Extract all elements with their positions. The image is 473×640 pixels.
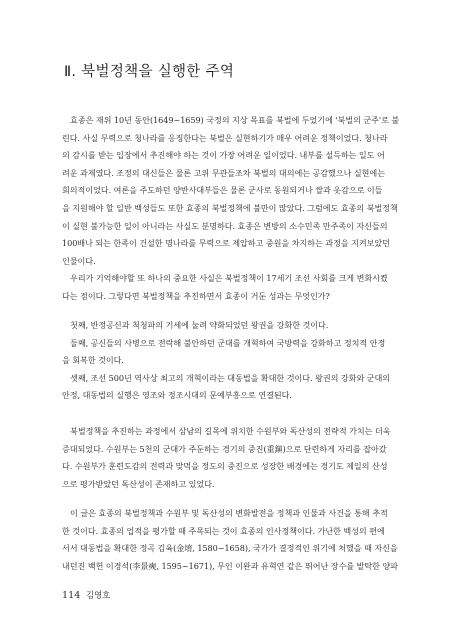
text-line: 내던진 백헌 이경석(李景奭, 1595~1671), 무인 이완과 유혁연 같은 뛰어난 장수를 발탁한 양파 [62, 560, 398, 571]
text-line: 린다. 사실 무력으로 청나라를 응징한다는 북벌은 실현하기가 매우 어려운 정책이었다. 청나라 [62, 132, 388, 143]
text-line: 회의적이었다. 여론을 주도하던 양반사대부들은 물론 군사로 동원되거나 쌀과 옷감으로 이들 [62, 185, 383, 196]
paragraph-suwon [62, 423, 412, 493]
text-line: 을 회복한 것이다. [62, 355, 124, 366]
text-line: 100배나 되는 한족이 건설한 명나라를 무력으로 제압하고 중원을 차지하는 과정을 지켜보았던 [62, 238, 390, 249]
page-number: 114 [62, 590, 81, 601]
paragraph-intro [62, 112, 412, 306]
paragraph-achievements [62, 317, 412, 405]
page-footer [62, 589, 110, 601]
text-line: 둘째, 공신들의 사병으로 전락해 불안하던 군대를 개혁하여 국방력을 강화하고 정치적 안정 [62, 337, 386, 348]
text-line: 인물이다. [62, 255, 96, 266]
text-line: 안정, 대동법의 실행은 영조와 정조시대의 문예부흥으로 연결된다. [62, 390, 292, 401]
text-line: 다. 수원부가 훈련도감의 전력과 맞먹을 정도의 중진으로 성장한 배경에는 경기도 제일의 산성 [62, 461, 388, 472]
text-line: 의 감시를 받는 입장에서 추진해야 하는 것이 가장 어려운 일이었다. 내부를 설득하는 일도 어 [62, 150, 385, 161]
text-line: 북벌정책을 추진하는 과정에서 삼남의 길목에 위치한 수원부와 독산성의 전략적 가치는 더욱 [62, 426, 391, 436]
text-line: 한 것이다. 효종의 업적을 평가할 때 주목되는 것이 효종의 인사정책이다. 가난한 백성의 편에 [62, 525, 385, 536]
text-line: 증대되었다. 수원부는 5천의 군대가 주둔하는 경기의 중진(重鎭)으로 단련하게 자리를 잡아갔 [62, 443, 387, 454]
section-heading: Ⅱ. 북벌정책을 실행한 주역 [64, 64, 235, 80]
text-line: 우리가 기억해야할 또 하나의 중요한 사실은 북벌정책이 17세기 조선 사회를 크게 변화시켰 [62, 273, 388, 284]
text-line: 이 글은 효종의 북벌정책과 수원부 및 독산성의 변화발전을 정책과 인물과 사건을 통해 추적 [62, 508, 388, 518]
paragraph-purpose [62, 505, 412, 575]
text-line: 으로 평가받았던 독산성이 존재하고 있었다. [62, 478, 215, 489]
text-line: 셋째, 조선 500년 역사상 최고의 개혁이라는 대동법을 확대한 것이다. 왕권의 강화와 군대의 [62, 372, 391, 383]
text-line: 효종은 재위 10년 동안(1649~1659) 국정의 지상 목표를 북벌에 두었기에 '북벌의 군주'로 불 [62, 115, 400, 125]
author-name: 김영호 [85, 590, 111, 600]
text-line: 서서 대동법을 확대한 정곡 김육(金堉, 1580~1658), 국가가 결정적인 위기에 처했을 때 자신을 [62, 543, 398, 554]
text-line: 려운 과제였다. 조정의 대신들은 물론 고위 무관들조차 북벌의 대의에는 공감했으나 실현에는 [62, 167, 385, 178]
text-line: 다는 점이다. 그렇다면 북벌정책을 추진하면서 효종이 거둔 성과는 무엇인가? [62, 290, 330, 301]
text-line: 을 지원해야 할 일반 백성들도 또한 효종의 북벌정책에 불만이 많았다. 그럼에도 효종의 북벌정책 [62, 202, 398, 213]
text-line: 이 실현 불가능한 일이 아니라는 사실도 분명하다. 효종은 변방의 소수민족 만주족이 자신들의 [62, 220, 388, 231]
text-line: 첫째, 반정공신과 척청파의 기세에 눌려 약화되었던 왕권을 강화한 것이다. [62, 320, 329, 330]
